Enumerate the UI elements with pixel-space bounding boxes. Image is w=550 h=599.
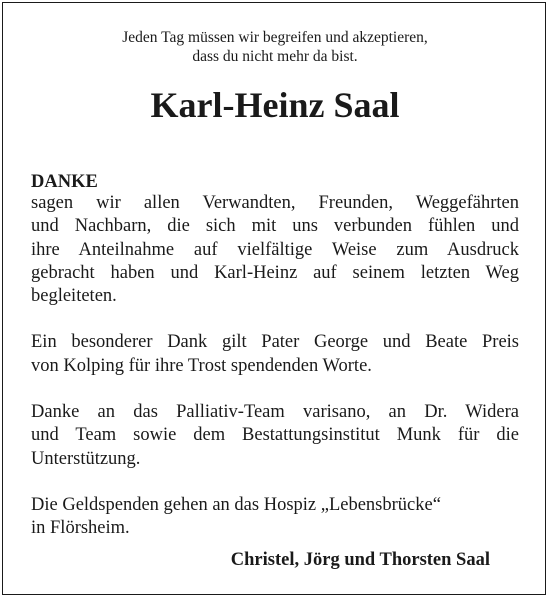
deceased-name: Karl-Heinz Saal xyxy=(150,85,400,125)
thanks-heading: DANKE xyxy=(31,172,98,192)
text-line: und Nachbarn, die sich mit uns verbunden fühlen und xyxy=(31,216,519,237)
text-line: gebracht haben und Karl-Heinz auf seinem letzten Weg xyxy=(31,262,519,283)
text-line: Ein besonderer Dank gilt Pater George und Beate Preis xyxy=(31,332,519,353)
text-line: begleiteten. xyxy=(31,286,117,307)
motto-line-1: Jeden Tag müssen wir begreifen und akzeptieren, xyxy=(122,29,428,46)
text-line: Unterstützung. xyxy=(31,448,141,469)
paragraph-thanks xyxy=(31,192,519,308)
paragraph-donations xyxy=(31,494,519,541)
motto xyxy=(0,28,550,66)
motto-line-2: dass du nicht mehr da bist. xyxy=(192,48,358,65)
paragraph-pater xyxy=(31,331,519,378)
text-line: sagen wir allen Verwandten, Freunden, Weggefährten xyxy=(31,193,519,213)
text-line: und Team sowie dem Bestattungsinstitut Munk für die xyxy=(31,425,519,446)
text-line: von Kolping für ihre Trost spendenden Worte. xyxy=(31,355,372,376)
notice-body xyxy=(31,172,519,541)
paragraph-palliativ xyxy=(31,401,519,471)
text-line: Danke an das Palliativ-Team varisano, an Dr. Widera xyxy=(31,402,519,423)
text-line: ihre Anteilnahme auf vielfältige Weise zum Ausdruck xyxy=(31,239,519,260)
signature: Christel, Jörg und Thorsten Saal xyxy=(230,550,490,570)
text-line: in Flörsheim. xyxy=(31,518,130,539)
text-line: Die Geldspenden gehen an das Hospiz „Lebensbrücke“ xyxy=(31,494,441,515)
